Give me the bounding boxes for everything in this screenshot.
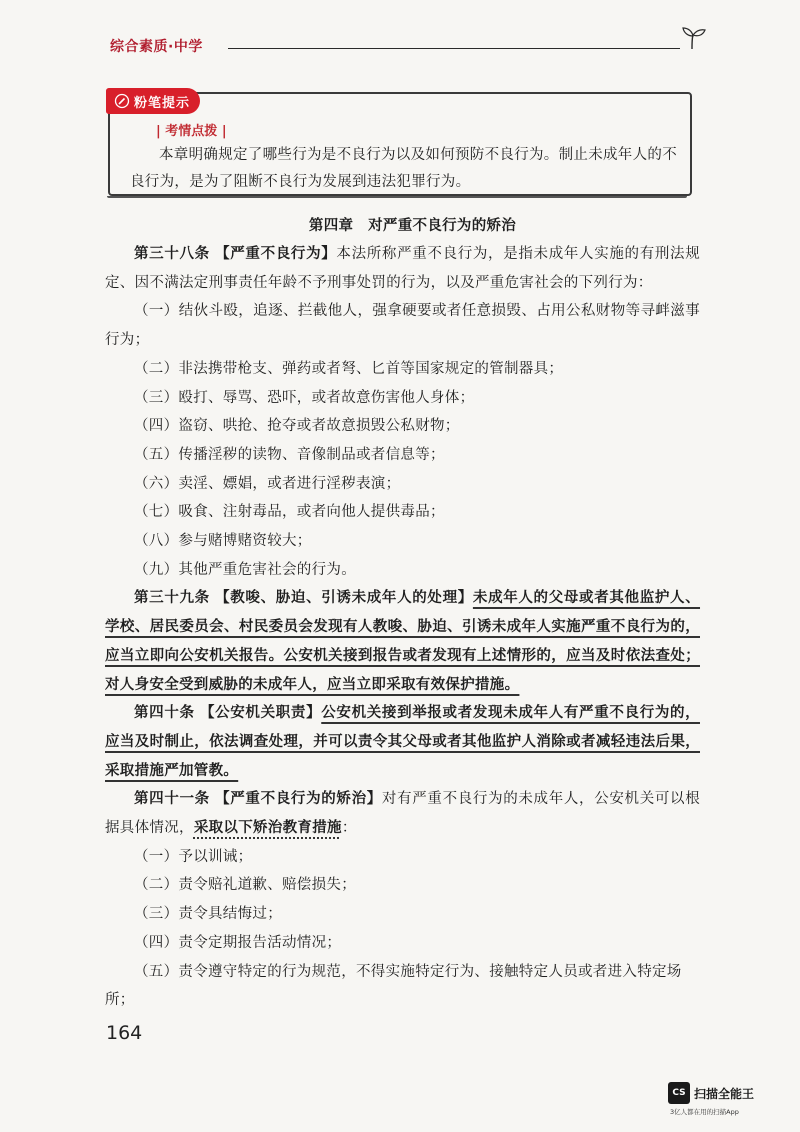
tip-heading	[156, 120, 227, 139]
list-item: （一）予以训诫；	[134, 848, 253, 865]
header-rule	[228, 48, 680, 49]
tip-box	[108, 92, 692, 196]
article-41	[105, 785, 700, 842]
list-item: （五）责令遵守特定的行为规范，不得实施特定行为、接触特定人员或者进入特定场所；	[105, 963, 682, 1009]
watermark-subtitle: 3亿人都在用的扫描App	[670, 1108, 739, 1116]
article-keyword: 【公安机关职责】	[199, 705, 322, 722]
list-item: （一）结伙斗殴，追逐、拦截他人，强拿硬要或者任意损毁、占用公私财物等寻衅滋事行为；	[105, 303, 700, 349]
article-keyword: 【教唆、胁迫、引诱未成年人的处理】	[215, 590, 473, 607]
list-item: （六）卖淫、嫖娼，或者进行淫秽表演；	[134, 475, 401, 492]
running-header	[110, 36, 700, 58]
list-item: （七）吸食、注射毒品，或者向他人提供毒品；	[134, 504, 445, 521]
article-number: 第四十条	[134, 705, 195, 722]
scanner-watermark	[668, 1082, 778, 1118]
tip-tab	[106, 88, 200, 114]
watermark-name: 扫描全能王	[694, 1087, 755, 1101]
article-text-end: ：	[341, 820, 357, 837]
article-keyword: 【严重不良行为】	[215, 246, 337, 262]
article-38-items	[105, 297, 700, 584]
tip-heading-bar-right: |	[217, 124, 227, 139]
list-item: （四）责令定期报告活动情况；	[134, 934, 342, 951]
list-item: （三）责令具结悔过；	[134, 906, 282, 923]
header-title: 综合素质·中学	[110, 39, 203, 55]
article-keyword: 【严重不良行为的矫治】	[215, 791, 382, 808]
article-number: 第三十八条	[134, 246, 210, 262]
list-item: （八）参与赌博赌资较大；	[134, 533, 312, 550]
list-item: （二）责令赔礼道歉、赔偿损失；	[134, 877, 356, 894]
chapter-title: 第四章 对严重不良行为的矫治	[308, 218, 517, 234]
article-text: 公安机关接到举报或者发现未成年人有严重不良行为的，应当及时制止，依法调查处理，并可以责令其父母或者其他监护人消除或者减轻违法后果，采取措施严加管教。	[105, 705, 700, 779]
list-item: （九）其他严重危害社会的行为。	[134, 561, 356, 578]
article-text: 未成年人的父母或者其他监护人、学校、居民委员会、村民委员会发现有人教唆、胁迫、引诱未成年人实施严重不良行为的，应当立即向公安机关报告。公安机关接到报告或者发现有上述情形的，应当及时依法查处；对人身安全受到威胁的未成年人，应当立即采取有效保护措施。	[105, 590, 701, 693]
main-content	[105, 212, 700, 1015]
article-number: 第四十一条	[134, 791, 210, 808]
pencil-icon	[114, 93, 130, 109]
list-item: （五）传播淫秽的读物、音像制品或者信息等；	[134, 446, 445, 463]
list-item: （二）非法携带枪支、弹药或者弩、匕首等国家规定的管制器具；	[134, 360, 564, 377]
article-41-items	[105, 843, 700, 1015]
list-item: （四）盗窃、哄抢、抢夺或者故意损毁公私财物；	[134, 418, 460, 435]
list-item: （三）殴打、辱骂、恐吓，或者故意伤害他人身体；	[134, 389, 475, 406]
article-text: 对有严重不良行为的未成年人，公安机关可以根据具体情况，	[105, 791, 700, 837]
article-39	[105, 584, 700, 699]
sprout-icon	[678, 26, 708, 50]
article-number: 第三十九条	[134, 590, 210, 607]
camscanner-logo: CS	[668, 1082, 690, 1104]
article-40	[105, 699, 700, 785]
tip-heading-bar-left: |	[156, 124, 166, 139]
tip-tab-label: 粉笔提示	[134, 95, 191, 111]
tip-body: 本章明确规定了哪些行为是不良行为以及如何预防不良行为。制止未成年人的不良行为，是为了阻断不良行为发展到违法犯罪行为。	[130, 147, 677, 190]
page-number: 164	[106, 1022, 143, 1044]
article-text-emphasis: 采取以下矫治教育措施	[193, 820, 342, 837]
article-text: 本法所称严重不良行为，是指未成年人实施的有刑法规定、因不满法定刑事责任年龄不予刑事处罚的行为，以及严重危害社会的下列行为：	[105, 246, 700, 291]
tip-heading-text: 考情点拨	[165, 124, 218, 139]
article-38	[105, 240, 700, 297]
